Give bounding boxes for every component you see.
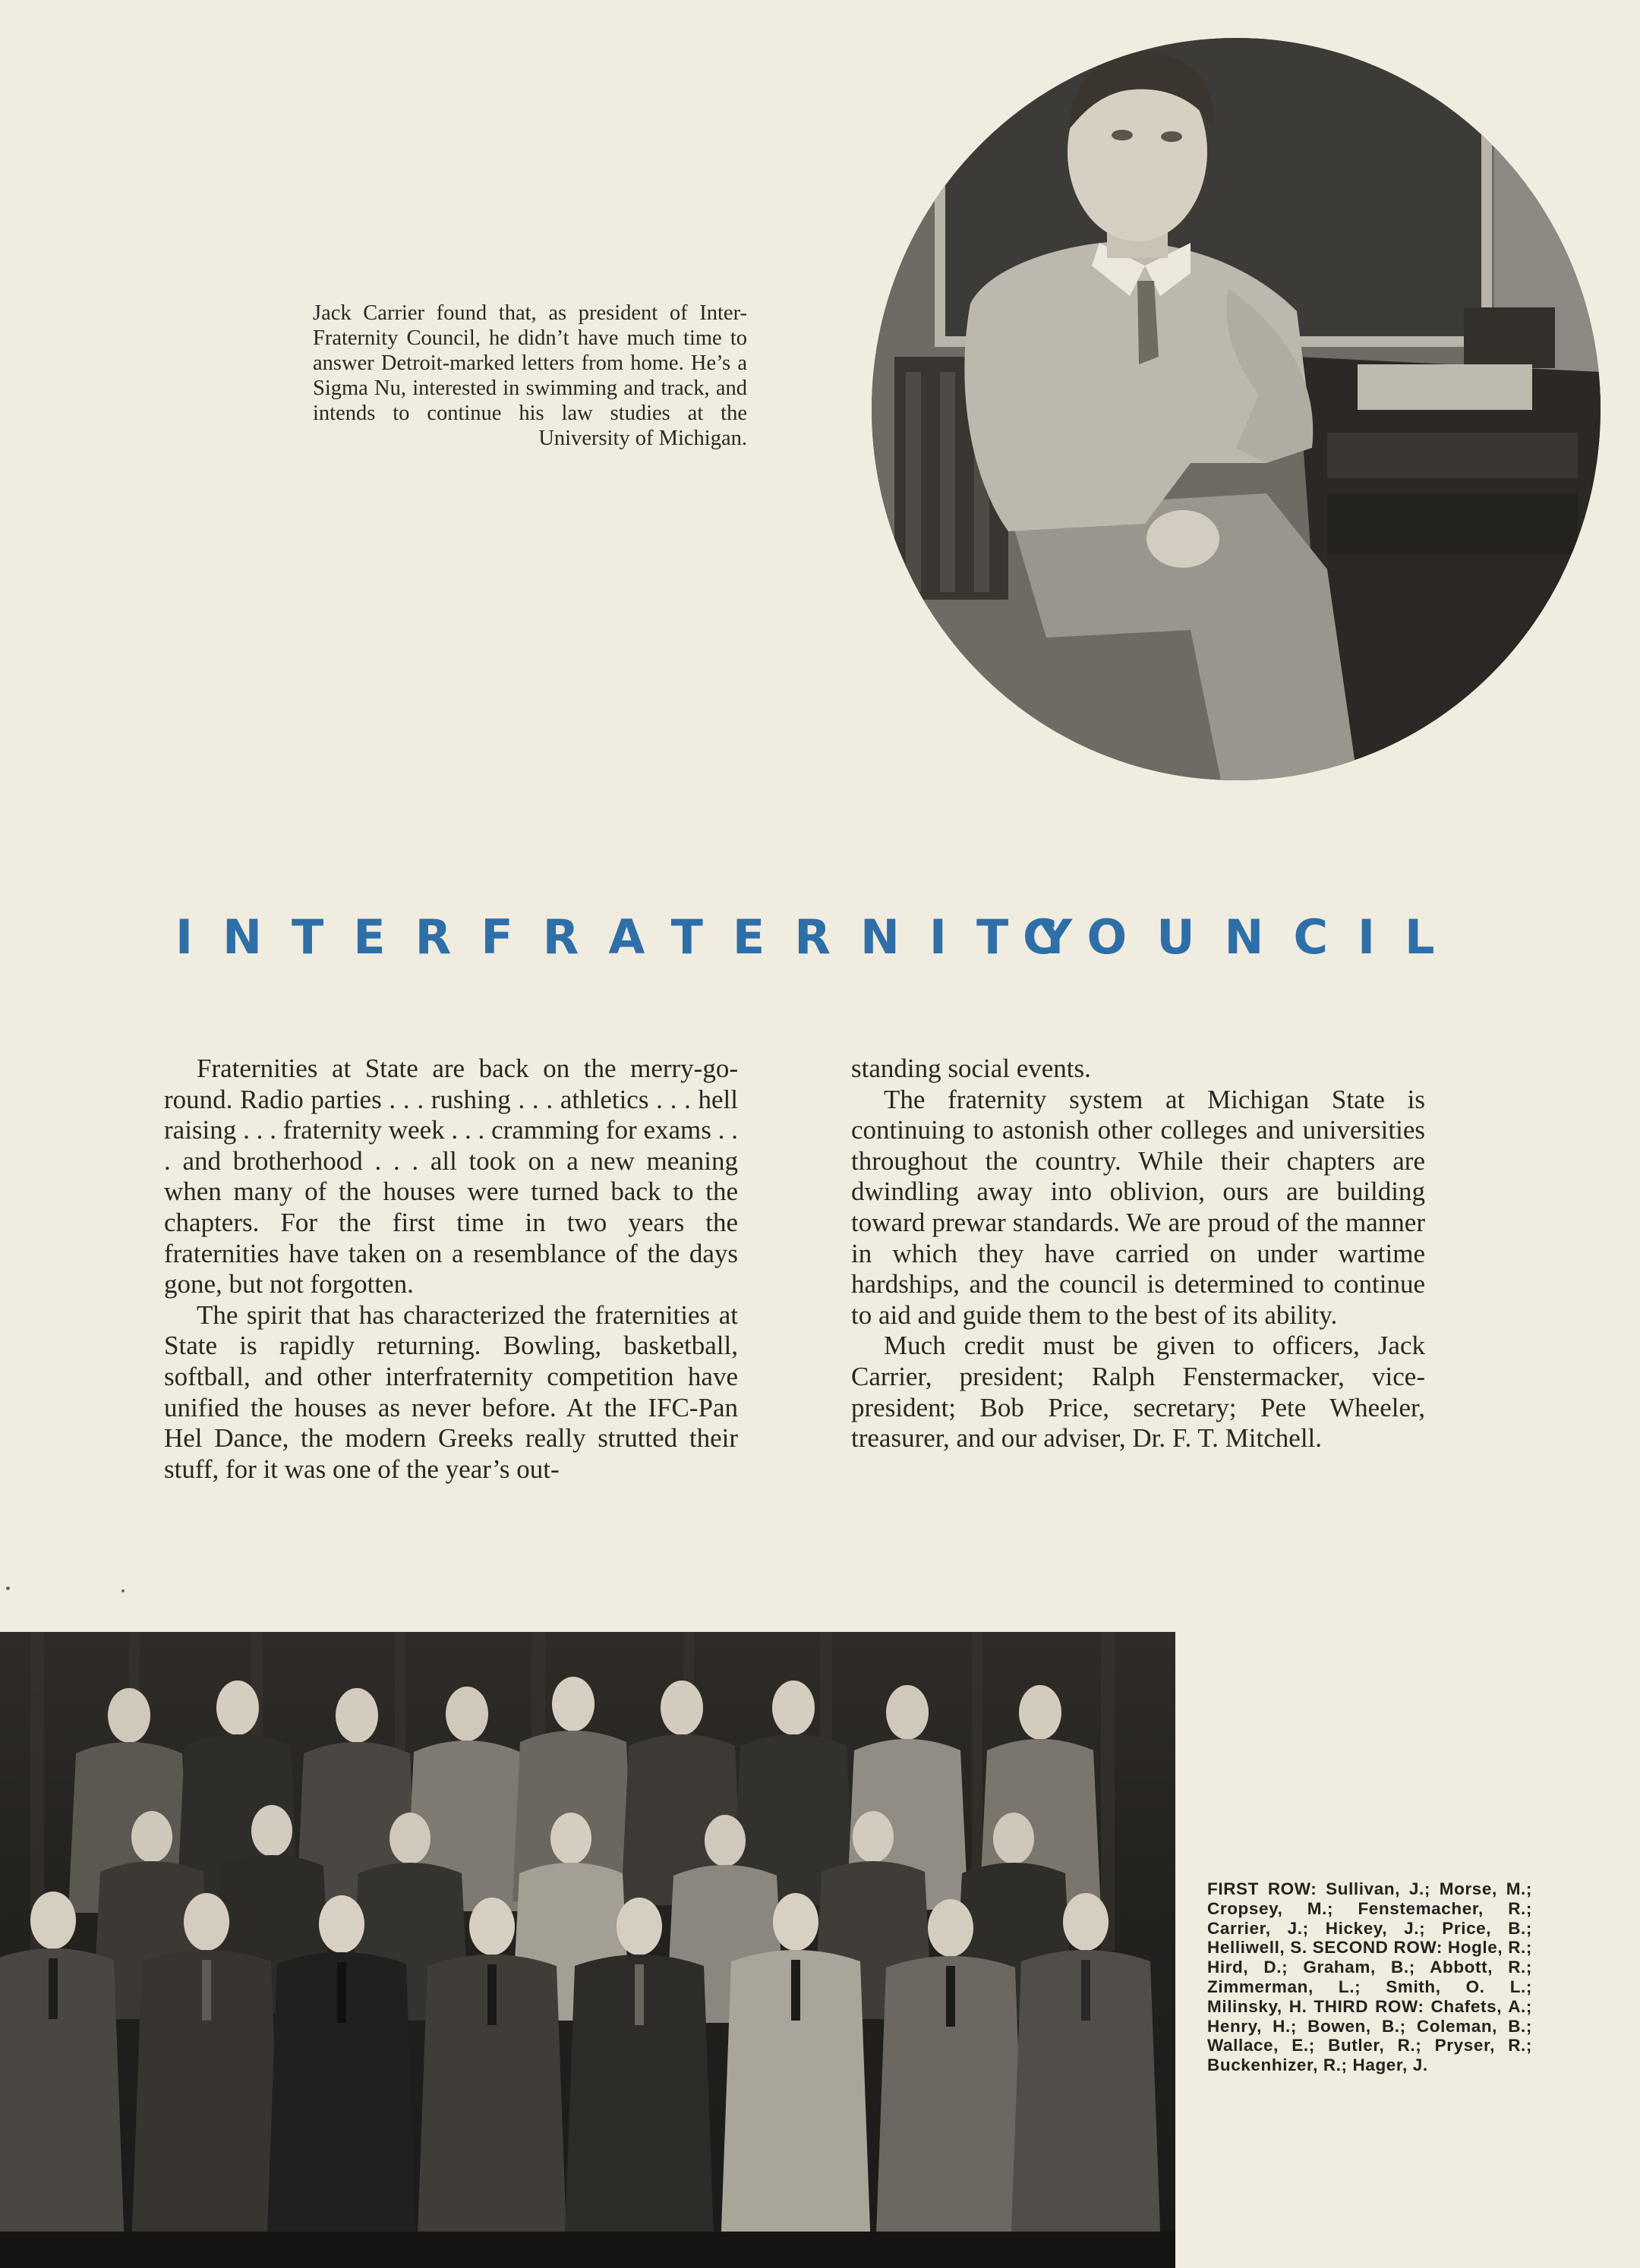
body-paragraph-continued: standing social events.: [851, 1054, 1091, 1083]
body-paragraph: The fraternity system at Michigan State is continuing to astonish other colleges and universities throughout the country. While their chapters are dwindling away into oblivion, ours are building toward prewar standards. We are proud of the manner in which they have carried on under wartime hardships, and the council is determined to continue to aid and guide them to the best of its ability.: [851, 1084, 1425, 1330]
body-paragraph: Fraternities at State are back on the merry-go-round. Radio parties . . . rushing . . . athletics . . . hell raising . . . fraternity week . . . cramming for exams . . . and brotherhood . . . all took on a new meaning when many of the houses were turned back to the chapters. For the first time in two years the fraternities have taken on a resemblance of the days gone, but not forgotten.: [164, 1054, 738, 1299]
body-column-right: [851, 1054, 1425, 1454]
group-photo: [0, 1632, 1175, 2268]
portrait-photo: [872, 38, 1601, 780]
body-column-left: [164, 1054, 738, 1485]
portrait-caption: Jack Carrier found that, as president of Inter-Fraternity Council, he didn’t have much time to answer Detroit-marked letters from home. He’s a Sigma Nu, interested in swimming and track, and intends to continue his law studies at the University of Michigan.: [313, 301, 747, 450]
page-heading: [0, 909, 1640, 970]
group-photo-caption: FIRST ROW: Sullivan, J.; Morse, M.; Cropsey, M.; Fenstemacher, R.; Carrier, J.; Hickey, J.; Price, B.; Helliwell, S. SECOND ROW: Hogle, R.; Hird, D.; Graham, B.; Abbott, R.; Zimmerman, L.; Smith, O. L.; Milinsky, H. THIRD ROW: Chafets, A.; Henry, H.; Bowen, B.; Coleman, B.; Wallace, E.; Butler, R.; Pryser, R.; Buckenhizer, R.; Hager, J.: [1207, 1879, 1532, 2075]
heading-word-interfraternity: INTERFRATERNITY: [175, 909, 1102, 965]
print-speck: [6, 1586, 10, 1590]
print-speck: [121, 1589, 125, 1592]
body-paragraph: Much credit must be given to officers, Jack Carrier, president; Ralph Fenstermacker, vice-president; Bob Price, secretary; Pete Wheeler, treasurer, and our adviser, Dr. F. T. Mitchell.: [851, 1331, 1425, 1454]
body-paragraph: The spirit that has characterized the fraternities at State is rapidly returning. Bowling, basketball, softball, and other interfraternity competition have unified the houses as never before. At the IFC-Pan Hel Dance, the modern Greeks really strutted their stuff, for it was one of the year’s out-: [164, 1299, 738, 1484]
heading-word-council: COUNCIL: [1023, 909, 1465, 965]
